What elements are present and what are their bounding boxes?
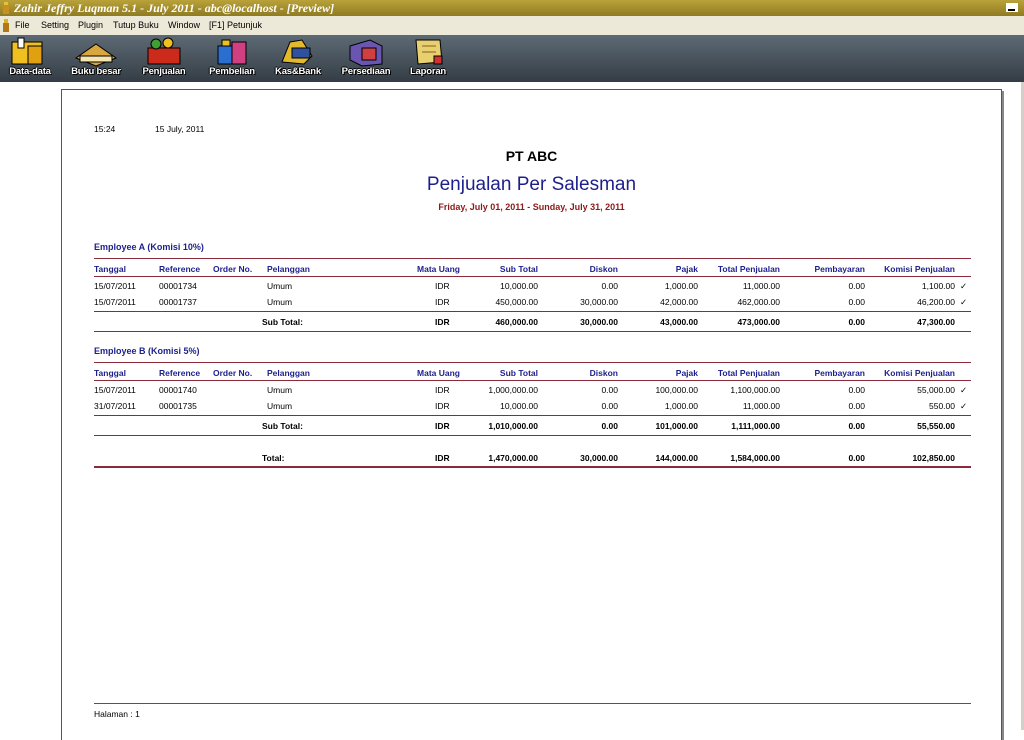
cell-tax: 42,000.00 [660,297,698,307]
col-tanggal: Tanggal [94,264,126,274]
cell-currency: IDR [435,297,450,307]
col-komisi: Komisi Penjualan [884,368,955,378]
cell-subtotal: 450,000.00 [495,297,538,307]
app-menu-icon[interactable] [2,19,10,32]
cell-commission: 47,300.00 [917,317,955,327]
header-rule [94,276,971,277]
cell-customer: Umum [267,281,293,291]
toolbar-label: Persediaan [341,66,391,77]
cell-commission: 55,000.00 [917,385,955,395]
cell-total: 1,100,000.00 [730,385,780,395]
minimize-icon[interactable] [1006,3,1018,12]
cell-total: 1,111,000.00 [731,421,780,431]
toolbar-penjualan-button[interactable] [134,36,194,80]
menu-file[interactable]: File [15,20,30,30]
group-title: Employee B (Komisi 5%) [94,346,200,356]
cell-total: 462,000.00 [737,297,780,307]
toolbar-label: Kas&Bank [275,66,321,77]
purchase-gifts-icon [202,36,262,68]
col-pajak: Pajak [675,368,698,378]
col-total-penjualan: Total Penjualan [717,264,780,274]
col-diskon: Diskon [589,264,618,274]
cell-currency: IDR [435,453,450,463]
col-pembayaran: Pembayaran [814,368,865,378]
cell-commission: 55,550.00 [917,421,955,431]
toolbar-kas-bank-button[interactable] [268,36,328,80]
cell-discount: 0.00 [601,385,618,395]
cell-payment: 0.00 [848,297,865,307]
toolbar-label: Buku besar [71,66,121,77]
col-sub-total: Sub Total [499,368,538,378]
print-time: 15:24 [94,124,116,134]
cell-payment: 0.00 [848,453,865,463]
toolbar-persediaan-button[interactable] [336,36,396,80]
toolbar-label: Laporan [409,66,447,77]
cell-currency: IDR [435,385,450,395]
cell-date: 31/07/2011 [94,401,136,411]
grand-total-label: Total: [262,453,285,463]
col-mata-uang: Mata Uang [417,264,460,274]
cell-tax: 1,000.00 [664,401,698,411]
toolbar-label: Penjualan [142,66,186,77]
cell-payment: 0.00 [848,281,865,291]
cell-tax: 101,000.00 [655,421,698,431]
cell-subtotal: 1,000,000.00 [488,385,538,395]
col-pelanggan: Pelanggan [267,368,310,378]
menu-tutup-buku[interactable]: Tutup Buku [113,20,159,30]
menu-plugin[interactable]: Plugin [78,20,104,30]
cell-tax: 144,000.00 [655,453,698,463]
inventory-box-icon [336,36,396,68]
footer-rule [94,703,971,704]
cell-date: 15/07/2011 [94,297,136,307]
cell-tax: 100,000.00 [655,385,698,395]
grand-total-rule [94,466,971,468]
menu-setting[interactable]: Setting [41,20,70,30]
col-tanggal: Tanggal [94,368,126,378]
cell-discount: 30,000.00 [580,317,618,327]
cell-currency: IDR [435,281,450,291]
col-total-penjualan: Total Penjualan [717,368,780,378]
toolbar-buku-besar-button[interactable] [66,36,126,80]
col-reference: Reference [159,264,201,274]
col-reference: Reference [159,368,201,378]
cell-commission: 1,100.00 [921,281,955,291]
page-number: Halaman : 1 [94,709,140,719]
report-page [61,89,1002,740]
col-komisi: Komisi Penjualan [884,264,955,274]
app-icon[interactable] [2,2,10,14]
subtotal-label: Sub Total: [262,421,303,431]
cell-total: 473,000.00 [737,317,780,327]
cell-ref: 00001735 [159,401,197,411]
cell-discount: 30,000.00 [580,297,618,307]
subtotal-rule [94,311,971,312]
cell-ref: 00001740 [159,385,197,395]
cash-bank-icon [268,36,328,68]
cell-subtotal: 1,470,000.00 [488,453,538,463]
ledger-books-icon [66,36,126,68]
cell-total: 11,000.00 [742,281,780,291]
cell-currency: IDR [435,401,450,411]
col-order-no: Order No. [213,264,253,274]
cell-currency: IDR [435,317,450,327]
col-sub-total: Sub Total [499,264,538,274]
check-icon: ✓ [960,281,968,291]
subtotal-bottom-rule [94,331,971,332]
check-icon: ✓ [960,385,968,395]
cell-customer: Umum [267,385,293,395]
cell-tax: 1,000.00 [664,281,698,291]
cell-payment: 0.00 [848,385,865,395]
check-icon: ✓ [960,297,968,307]
cell-date: 15/07/2011 [94,385,136,395]
cell-payment: 0.00 [848,401,865,411]
toolbar-data-data-button[interactable] [0,36,60,80]
subtotal-rule [94,415,971,416]
col-pajak: Pajak [675,264,698,274]
company-name: PT ABC [505,148,558,164]
col-pembayaran: Pembayaran [814,264,865,274]
subtotal-bottom-rule [94,435,971,436]
subtotal-label: Sub Total: [262,317,303,327]
cell-customer: Umum [267,401,293,411]
col-mata-uang: Mata Uang [417,368,460,378]
cell-commission: 46,200.00 [917,297,955,307]
toolbar-label: Pembelian [209,66,255,77]
group-title: Employee A (Komisi 10%) [94,242,204,252]
cell-commission: 550.00 [929,401,955,411]
menu-help[interactable]: [F1] Petunjuk [209,20,263,30]
cell-ref: 00001734 [159,281,197,291]
cell-discount: 0.00 [601,421,618,431]
cell-ref: 00001737 [159,297,197,307]
report-title: Penjualan Per Salesman [426,174,637,195]
cell-commission: 102,850.00 [912,453,955,463]
report-period: Friday, July 01, 2011 - Sunday, July 31, 2011 [438,202,625,212]
group-rule [94,362,971,363]
col-pelanggan: Pelanggan [267,264,310,274]
cell-subtotal: 10,000.00 [500,281,538,291]
menu-window[interactable]: Window [168,20,201,30]
toolbar-pembelian-button[interactable] [202,36,262,80]
sales-basket-icon [134,36,194,68]
cell-total: 1,584,000.00 [730,453,780,463]
header-rule [94,380,971,381]
data-data-icon [0,36,60,68]
cell-currency: IDR [435,421,450,431]
toolbar-laporan-button[interactable] [398,36,458,80]
main-toolbar [0,35,1024,83]
check-icon: ✓ [960,401,968,411]
window-title: Zahir Jeffry Luqman 5.1 - July 2011 - abc@localhost - [Preview] [14,1,335,15]
title-bar [0,0,1024,16]
cell-customer: Umum [267,297,293,307]
cell-subtotal: 460,000.00 [495,317,538,327]
menu-bar [0,16,1024,35]
cell-discount: 0.00 [601,281,618,291]
cell-date: 15/07/2011 [94,281,136,291]
group-rule [94,258,971,259]
cell-tax: 43,000.00 [660,317,698,327]
cell-payment: 0.00 [848,421,865,431]
col-diskon: Diskon [589,368,618,378]
report-scroll-icon [398,36,458,68]
toolbar-label: Data-data [9,66,51,77]
cell-discount: 30,000.00 [580,453,618,463]
cell-discount: 0.00 [601,401,618,411]
cell-payment: 0.00 [848,317,865,327]
cell-subtotal: 1,010,000.00 [488,421,538,431]
cell-subtotal: 10,000.00 [500,401,538,411]
cell-total: 11,000.00 [742,401,780,411]
col-order-no: Order No. [213,368,253,378]
print-date: 15 July, 2011 [155,124,205,134]
